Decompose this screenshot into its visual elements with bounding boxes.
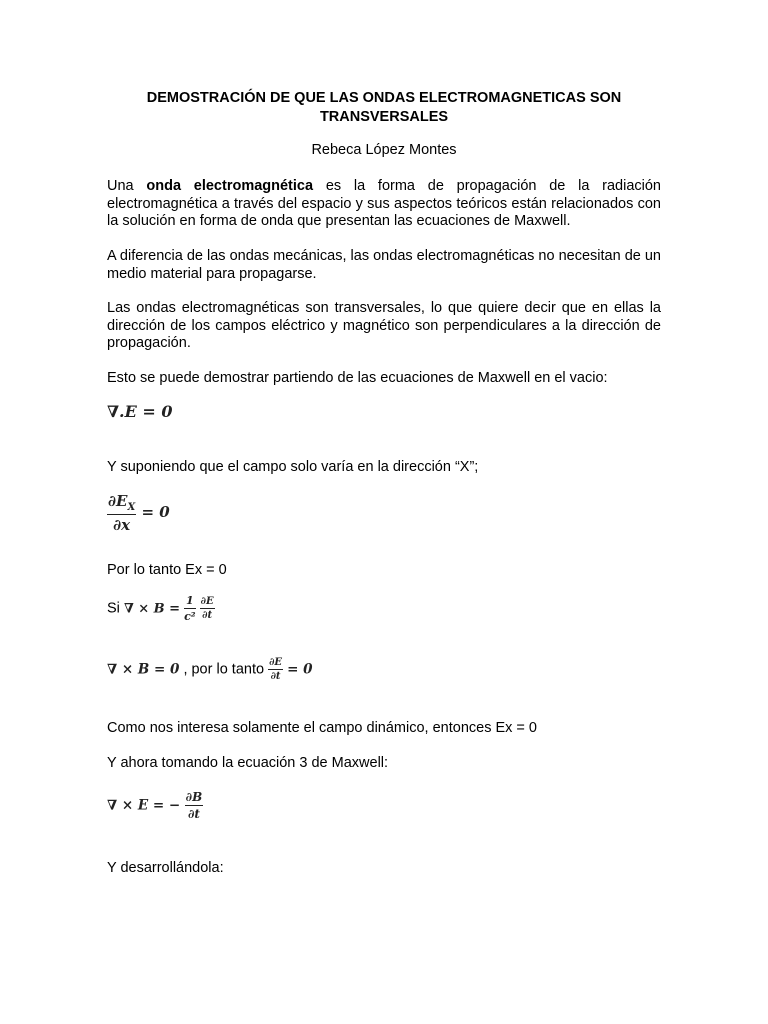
equation-curl-b-zero: ∇ × B = 0 bbox=[107, 661, 180, 678]
equation-curl-b-derivative bbox=[200, 596, 215, 621]
equation-partial-ex-denominator: ∂x bbox=[113, 516, 131, 534]
equation-curl-b-coef-den: c² bbox=[184, 610, 196, 623]
equation-partial-ex-fraction bbox=[107, 492, 136, 534]
paragraph-developing: Y desarrollándola: bbox=[107, 860, 224, 876]
equation-db-dt bbox=[185, 790, 204, 821]
paragraph-definition-lead: Una bbox=[107, 178, 134, 194]
paragraph-dynamic-field: Como nos interesa solamente el campo dinámico, entonces Ex = 0 bbox=[107, 720, 537, 736]
equation-curl-e-lhs: ∇ × E = − bbox=[107, 797, 181, 814]
paragraph-mechanical-waves: A diferencia de las ondas mecánicas, las ondas electromagnéticas no necesitan de un medio material para propagarse. bbox=[107, 248, 661, 282]
equation-partial-ex-num-text: ∂E bbox=[108, 492, 128, 510]
si-label: Si bbox=[107, 600, 120, 617]
equation-de-dt bbox=[268, 657, 283, 682]
equation-curl-b-coefficient bbox=[184, 594, 196, 623]
equation-db-dt-num: ∂B bbox=[185, 790, 203, 804]
equation-divergence-e: ∇.E = 0 bbox=[107, 402, 173, 421]
equation-curl-b-deriv-den: ∂t bbox=[202, 610, 213, 621]
paragraph-maxwell-intro: Esto se puede demostrar partiendo de las ecuaciones de Maxwell en el vacio: bbox=[107, 370, 608, 386]
equation-de-dt-den: ∂t bbox=[270, 671, 281, 682]
equation-de-dt-num: ∂E bbox=[269, 657, 283, 668]
equation-curl-b-lhs: ∇ × B = bbox=[123, 601, 181, 617]
equation-partial-ex bbox=[107, 492, 170, 534]
equation-curl-b-deriv-num: ∂E bbox=[200, 596, 214, 607]
equation-curl-b-zero-connector: , por lo tanto bbox=[183, 661, 265, 678]
document-title-line-1: DEMOSTRACIÓN DE QUE LAS ONDAS ELECTROMAGNETICAS SON bbox=[146, 90, 622, 106]
paragraph-ex-zero: Por lo tanto Ex = 0 bbox=[107, 562, 227, 578]
equation-db-dt-den: ∂t bbox=[187, 807, 200, 821]
equation-curl-e-row bbox=[107, 790, 203, 821]
paragraph-transversal: Las ondas electromagnéticas son transversales, lo que quiere decir que en ellas la dirección de los campos eléctrico y magnético son perpendiculares a la dirección de propagación. bbox=[107, 300, 661, 352]
document-author: Rebeca López Montes bbox=[311, 142, 457, 158]
paragraph-maxwell-3: Y ahora tomando la ecuación 3 de Maxwell: bbox=[107, 755, 389, 771]
paragraph-definition-bold-term: onda electromagnética bbox=[146, 178, 314, 194]
paragraph-definition-rest: es la forma de propagación de la radiación electromagnética a través del espacio y sus aspectos teóricos están relacionados con la solución en forma de onda que presentan las ecuaciones de Maxwell. bbox=[107, 178, 661, 230]
equation-curl-b-zero-row bbox=[107, 657, 312, 682]
equation-partial-ex-subscript: X bbox=[127, 502, 136, 513]
equation-curl-b-coef-num: 1 bbox=[186, 594, 194, 607]
equation-partial-ex-rhs: = 0 bbox=[141, 503, 170, 521]
equation-de-dt-rhs: = 0 bbox=[287, 661, 313, 678]
paragraph-definition bbox=[107, 178, 661, 231]
paragraph-x-direction: Y suponiendo que el campo solo varía en la dirección “X”; bbox=[107, 459, 479, 475]
equation-curl-b-row bbox=[107, 594, 215, 623]
equation-partial-ex-numerator bbox=[107, 492, 136, 515]
document-title-line-2: TRANSVERSALES bbox=[319, 109, 449, 125]
